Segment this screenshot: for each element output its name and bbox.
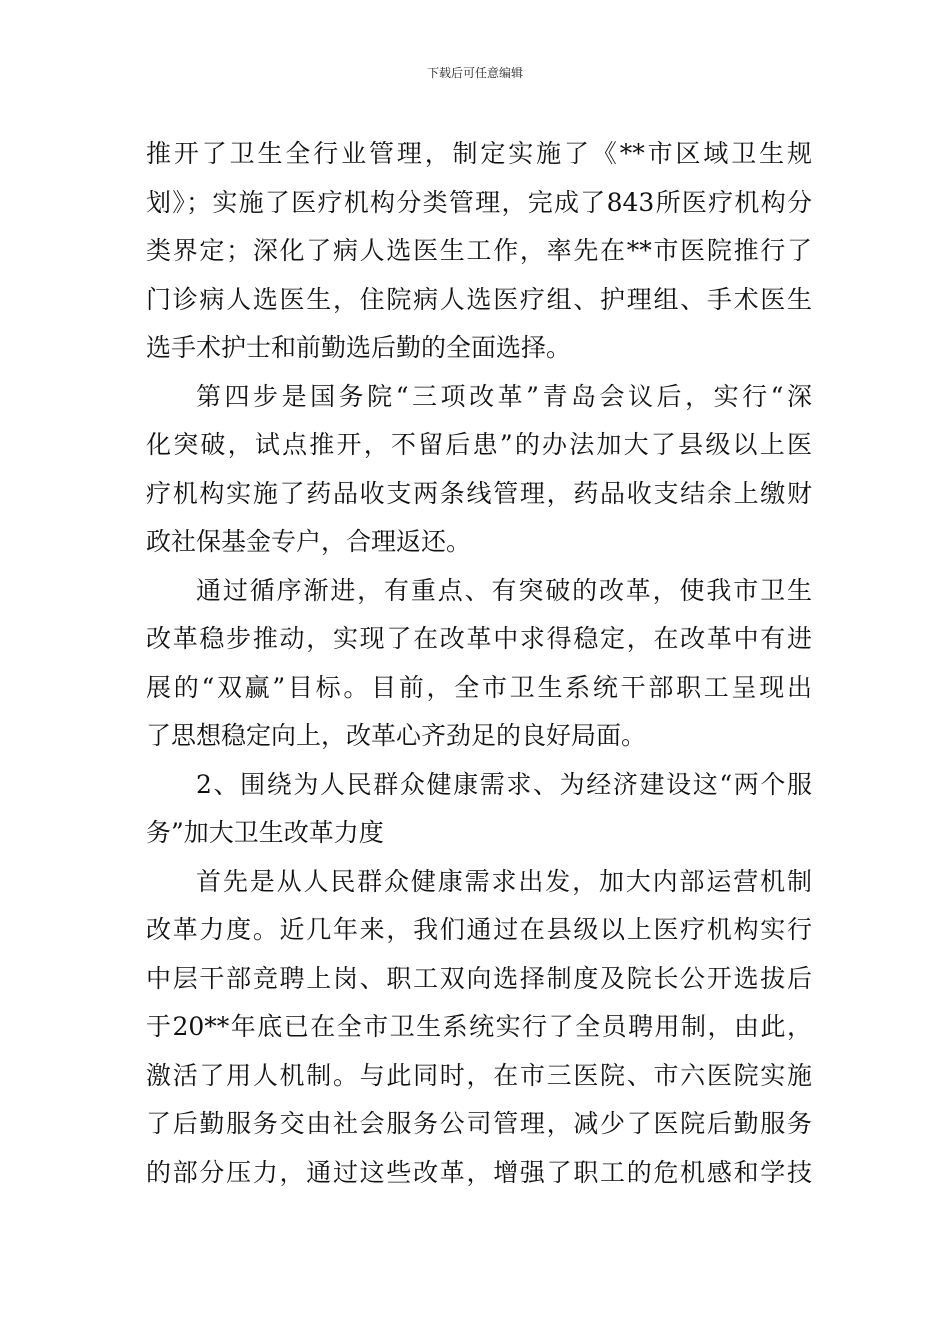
paragraph xyxy=(146,858,812,1198)
paragraph xyxy=(146,373,812,567)
text-line: 展的“双赢”目标。目前，全市卫生系统干部职工呈现出 xyxy=(146,672,812,702)
text-line: 疗机构实施了药品收支两条线管理，药品收支结余上缴财 xyxy=(146,478,812,508)
text-line: 于20**年底已在全市卫生系统实行了全员聘用制，由此， xyxy=(146,1012,812,1041)
section-heading xyxy=(146,761,812,858)
text-line: 推开了卫生全行业管理，制定实施了《**市区域卫生规 xyxy=(146,139,812,168)
paragraph xyxy=(146,567,812,761)
document-body xyxy=(146,130,812,1197)
text-line: 激活了用人机制。与此同时，在市三医院、市六医院实施 xyxy=(146,1060,812,1090)
text-line: 首先是从人民群众健康需求出发，加大内部运营机制 xyxy=(196,866,812,896)
text-line: 通过循序渐进，有重点、有突破的改革，使我市卫生 xyxy=(196,575,812,605)
text-line: 改革力度。近几年来，我们通过在县级以上医疗机构实行 xyxy=(146,915,812,944)
text-line: 政社保基金专户，合理返还。 xyxy=(146,527,472,556)
paragraph xyxy=(146,130,812,373)
text-line: 类界定；深化了病人选医生工作，率先在**市医院推行了 xyxy=(146,236,812,265)
text-line: 第四步是国务院“三项改革”青岛会议后，实行“深 xyxy=(196,381,812,411)
text-line: 的部分压力，通过这些改革，增强了职工的危机感和学技 xyxy=(146,1157,812,1187)
text-line: 了思想稳定向上，改革心齐劲足的良好局面。 xyxy=(146,721,647,750)
text-line: 选手术护士和前勤选后勤的全面选择。 xyxy=(146,333,572,362)
text-line: 了后勤服务交由社会服务公司管理，减少了医院后勤服务 xyxy=(146,1109,812,1138)
header-note: 下载后可任意编辑 xyxy=(426,66,523,80)
text-line: 划》；实施了医疗机构分类管理，完成了843所医疗机构分 xyxy=(146,187,812,217)
text-line: 化突破，试点推开，不留后患”的办法加大了县级以上医 xyxy=(146,430,812,459)
text-line: 改革稳步推动，实现了在改革中求得稳定，在改革中有进 xyxy=(146,624,812,653)
text-line: 务”加大卫生改革力度 xyxy=(146,818,384,847)
text-line: 中层干部竞聘上岗、职工双向选择制度及院长公开选拔后 xyxy=(146,963,812,993)
text-line: 门诊病人选医生，住院病人选医疗组、护理组、手术医生 xyxy=(146,284,812,314)
text-line: 2、围绕为人民群众健康需求、为经济建设这“两个服 xyxy=(196,769,812,799)
